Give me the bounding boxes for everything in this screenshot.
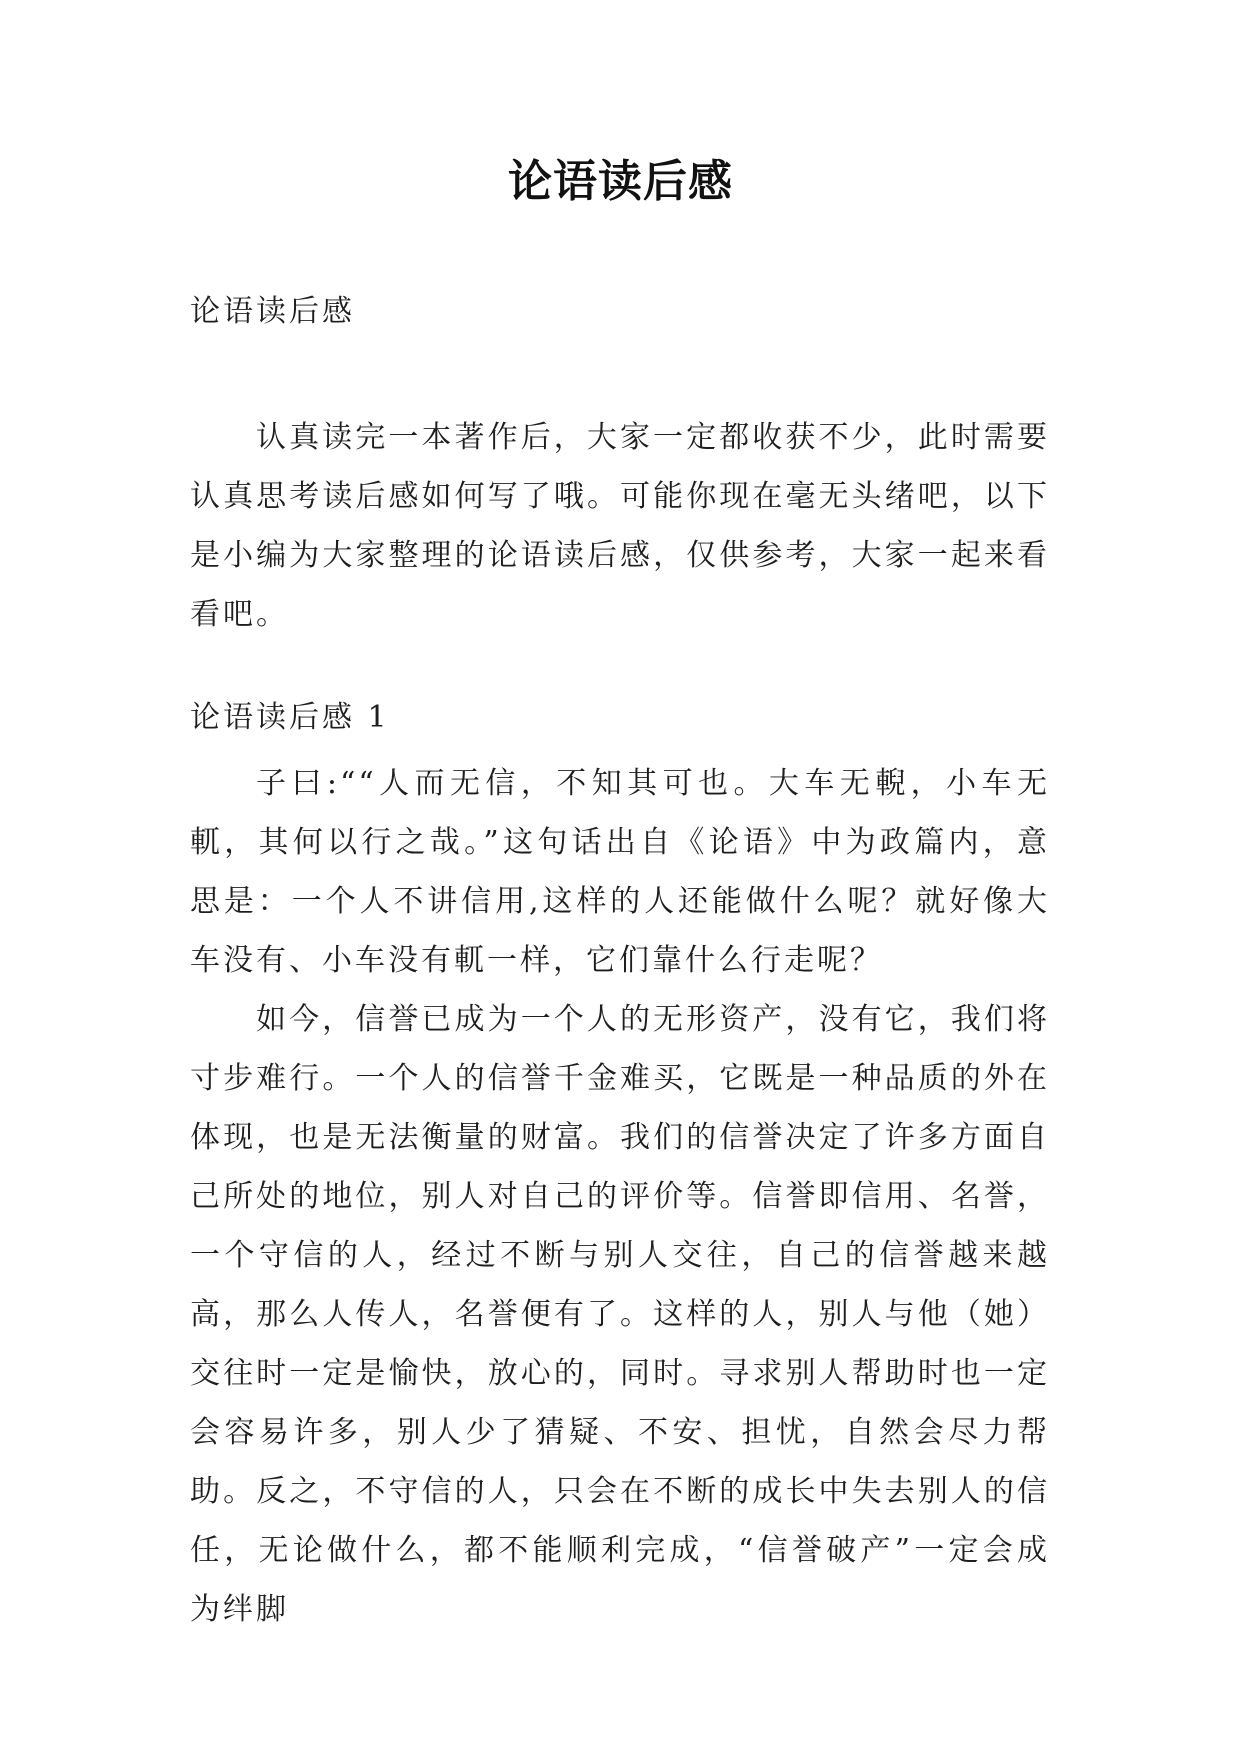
intro-paragraph: 认真读完一本著作后，大家一定都收获不少，此时需要认真思考读后感如何写了哦。可能你现在毫无头绪吧，以下是小编为大家整理的论语读后感，仅供参考，大家一起来看看吧。 — [190, 420, 1050, 632]
body-paragraph-1: 子曰:““人而无信，不知其可也。大车无輗，小车无軏，其何以行之哉。”这句话出自《论语》中为政篇内，意思是：一个人不讲信用,这样的人还能做什么呢？就好像大车没有、小车没有軏一样，它们靠什么行走呢？ — [190, 766, 1050, 978]
body-paragraph-2: 如今，信誉已成为一个人的无形资产，没有它，我们将寸步难行。一个人的信誉千金难买，它既是一种品质的外在体现，也是无法衡量的财富。我们的信誉决定了许多方面自己所处的地位，别人对自己的评价等。信誉即信用、名誉，一个守信的人，经过不断与别人交往，自己的信誉越来越高，那么人传人，名誉便有了。这样的人，别人与他（她）交往时一定是愉快，放心的，同时。寻求别人帮助时也一定会容易许多，别人少了猜疑、不安、担忧，自然会尽力帮助。反之，不守信的人，只会在不断的成长中失去别人的信任，无论做什么，都不能顺利完成，“信誉破产”一定会成为绊脚 — [190, 1002, 1050, 1627]
document-title: 论语读后感 — [508, 156, 733, 207]
document-subtitle: 论语读后感 — [190, 294, 355, 329]
section-heading: 论语读后感 1 — [190, 700, 390, 735]
